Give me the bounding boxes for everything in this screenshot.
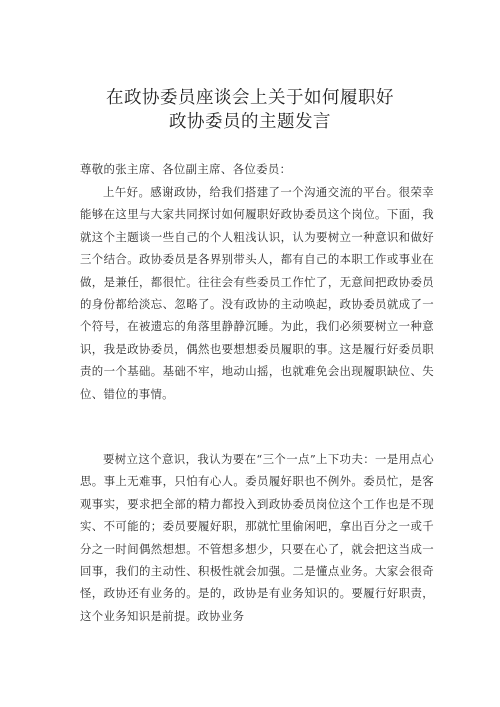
document-title-line-2: 政协委员的主题发言 [169, 112, 331, 132]
paragraph-2: 要树立这个意识，我认为要在“三个一点”上下功夫：一是用点心思。事上无难事，只怕有心人。委员履好职也不例外。委员忙，是客观事实，要求把全部的精力都投入到政协委员岗位这个工作也是不现实、不可能的；委员要履好职，那就忙里偷闲吧，拿出百分之一或千分之一时间偶然想想。不管想多想少，只要在心了，就会把这当成一回事，我们的主动性、积极性就会加强。二是懂点业务。大家会很奇怪，政协还有业务的。是的，政协是有业务知识的。要履行好职责，这个业务知识是前提。政协业务 [80, 452, 434, 623]
paragraph-1: 上午好。感谢政协，给我们搭建了一个沟通交流的平台。很荣幸能够在这里与大家共同探讨如何履职好政协委员这个岗位。下面，我就这个主题谈一些自己的个人粗浅认识，认为要树立一种意识和做好三个结合。政协委员是各界别带头人，都有自己的本职工作或事业在做，是兼任，都很忙。往往会有些委员工作忙了，无意间把政协委员的身份都给淡忘、忽略了。没有政协的主动唤起，政协委员就成了一个符号，在被遗忘的角落里静静沉睡。为此，我们必须要树立一种意识，我是政协委员，偶然也要想想委员履职的事。这是履行好委员职责的一个基础。基础不牢，地动山摇，也就难免会出现履职缺位、失位、错位的事情。 [80, 185, 434, 401]
document-title-line-1: 在政协委员座谈会上关于如何履职好 [106, 88, 394, 108]
salutation: 尊敬的张主席、各位副主席、各位委员： [80, 162, 292, 176]
